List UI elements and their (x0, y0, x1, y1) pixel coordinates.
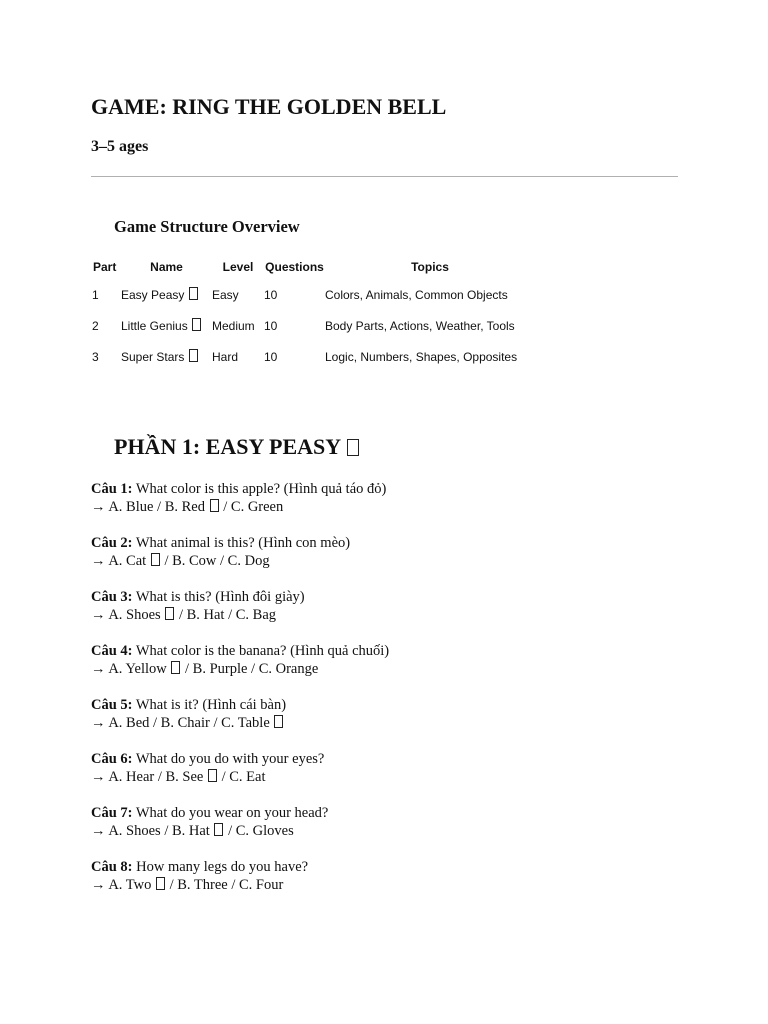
missing-glyph-icon (347, 439, 359, 456)
answer-options: → A. Bed / B. Chair / C. Table (91, 715, 270, 731)
missing-glyph-icon (208, 769, 217, 782)
cell-part: 2 (92, 318, 99, 333)
question-label: Câu 5: (91, 697, 133, 713)
overview-table (91, 255, 535, 372)
question-answers (91, 714, 679, 732)
column-header-level: Level (222, 260, 254, 274)
answer-options-rest: / B. Three / C. Four (169, 877, 284, 893)
question-label: Câu 8: (91, 859, 133, 875)
question-answers (91, 552, 679, 570)
column-header-name: Name (150, 260, 183, 274)
answer-options-rest: / B. Hat / C. Bag (178, 607, 277, 623)
question-item (91, 588, 679, 642)
question-label: Câu 6: (91, 751, 133, 767)
cell-part: 3 (92, 349, 99, 364)
cell-name-text: Easy Peasy (121, 288, 185, 302)
missing-glyph-icon (214, 823, 223, 836)
cell-questions: 10 (264, 287, 278, 302)
question-text: What do you wear on your head? (135, 805, 329, 821)
table-row (91, 279, 535, 310)
question-list (91, 480, 679, 912)
question-label: Câu 7: (91, 805, 133, 821)
question-answers (91, 876, 679, 894)
answer-options: → A. Blue / B. Red (91, 499, 205, 515)
question-label: Câu 1: (91, 481, 133, 497)
cell-part: 1 (92, 287, 99, 302)
question-answers (91, 660, 679, 678)
missing-glyph-icon (274, 715, 283, 728)
missing-glyph-icon (165, 607, 174, 620)
missing-glyph-icon (189, 349, 198, 362)
cell-level: Medium (212, 318, 255, 333)
missing-glyph-icon (210, 499, 219, 512)
table-row (91, 310, 535, 341)
question-text: What is it? (Hình cái bàn) (135, 697, 287, 713)
question-answers (91, 606, 679, 624)
answer-options: → A. Yellow (91, 661, 167, 677)
answer-options-rest: / C. Green (223, 499, 284, 515)
cell-name-text: Little Genius (121, 319, 188, 333)
answer-options: → A. Shoes (91, 607, 161, 623)
cell-name (121, 341, 212, 372)
question-item (91, 858, 679, 912)
question-label: Câu 2: (91, 535, 133, 551)
cell-topics: Colors, Animals, Common Objects (325, 287, 508, 302)
column-header-topics: Topics (411, 260, 449, 274)
cell-level: Easy (212, 287, 239, 302)
document-subtitle: 3–5 ages (91, 138, 149, 155)
answer-options-rest: / B. Purple / C. Orange (185, 661, 319, 677)
missing-glyph-icon (151, 553, 160, 566)
question-item (91, 696, 679, 750)
missing-glyph-icon (156, 877, 165, 890)
question-text: What color is the banana? (Hình quả chuối) (135, 643, 390, 659)
question-text: What color is this apple? (Hình quả táo đỏ) (135, 481, 387, 497)
answer-options-rest: / C. Eat (221, 769, 266, 785)
question-item (91, 534, 679, 588)
cell-level: Hard (212, 349, 239, 364)
question-label: Câu 4: (91, 643, 133, 659)
answer-options: → A. Cat (91, 553, 147, 569)
horizontal-divider (91, 176, 678, 177)
question-text: How many legs do you have? (136, 859, 309, 875)
column-header-questions: Questions (265, 260, 324, 274)
part1-heading-text: PHẦN 1: EASY PEASY (114, 434, 341, 459)
question-text: What animal is this? (Hình con mèo) (135, 535, 351, 551)
cell-name-text: Super Stars (121, 350, 185, 364)
question-item (91, 750, 679, 804)
part1-heading (114, 434, 360, 460)
question-answers (91, 498, 679, 516)
document-title: GAME: RING THE GOLDEN BELL (91, 94, 447, 119)
missing-glyph-icon (192, 318, 201, 331)
question-item (91, 480, 679, 534)
question-item (91, 642, 679, 696)
missing-glyph-icon (189, 287, 198, 300)
cell-questions: 10 (264, 318, 278, 333)
answer-options-rest: / B. Cow / C. Dog (164, 553, 270, 569)
answer-options-rest: / C. Gloves (228, 823, 294, 839)
question-text: What do you do with your eyes? (135, 751, 325, 767)
column-header-part: Part (93, 260, 117, 274)
question-answers (91, 822, 679, 840)
table-header-row (91, 255, 535, 279)
cell-topics: Body Parts, Actions, Weather, Tools (325, 318, 515, 333)
cell-topics: Logic, Numbers, Shapes, Opposites (325, 349, 518, 364)
answer-options: → A. Two (91, 877, 152, 893)
question-text: What is this? (Hình đôi giày) (135, 589, 305, 605)
question-item (91, 804, 679, 858)
answer-options: → A. Shoes / B. Hat (91, 823, 210, 839)
question-answers (91, 768, 679, 786)
cell-name (121, 279, 212, 310)
missing-glyph-icon (171, 661, 180, 674)
cell-name (121, 310, 212, 341)
cell-questions: 10 (264, 349, 278, 364)
answer-options: → A. Hear / B. See (91, 769, 204, 785)
question-label: Câu 3: (91, 589, 133, 605)
overview-heading: Game Structure Overview (114, 217, 300, 236)
table-row (91, 341, 535, 372)
